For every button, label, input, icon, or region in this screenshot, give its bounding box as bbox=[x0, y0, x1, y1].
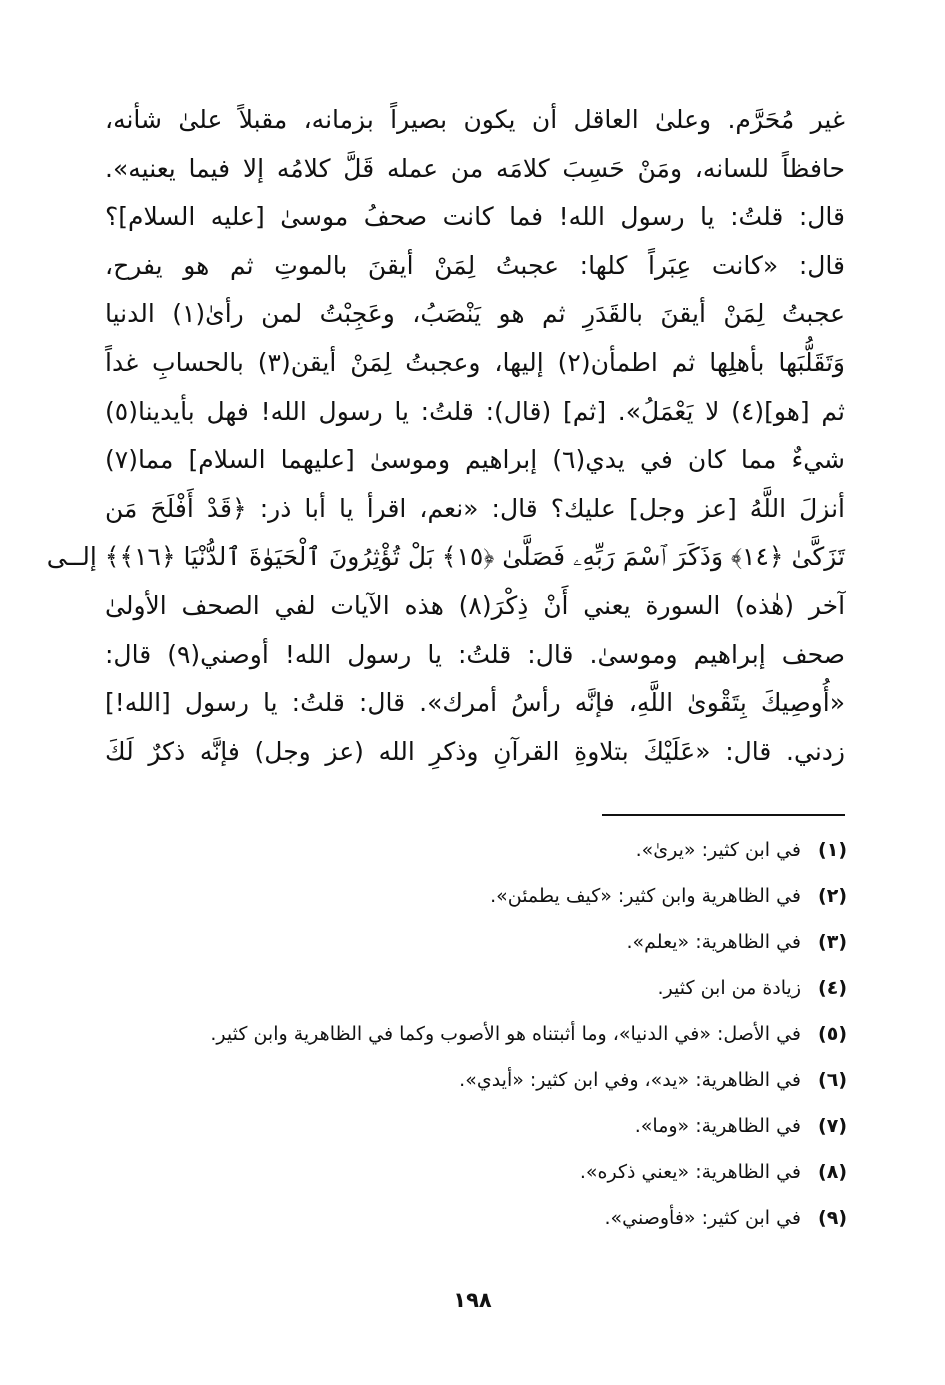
text-line: آخر (هٰذه) السورة يعني أَنْ ذِكْرَ(٨) هذه الآيات لفي الصحف الأولىٰ bbox=[105, 590, 846, 620]
footnote-item bbox=[97, 1199, 847, 1237]
footnote-text: في الظاهرية: «يعني ذكره». bbox=[579, 1161, 801, 1183]
footnote-separator bbox=[602, 814, 845, 816]
footnote-item bbox=[97, 831, 847, 869]
footnote-text: في ابن كثير: «يرىٰ». bbox=[635, 839, 801, 861]
footnote-text: زيادة من ابن كثير. bbox=[657, 977, 801, 999]
text-line: وَتَقَلُّبَها بأهلِها ثم اطمأن(٢) إليها، وعجبتُ لِمَنْ أيقن(٣) بالحسابِ غداً bbox=[105, 347, 846, 377]
footnote-text: في الظاهرية وابن كثير: «كيف يطمئن». bbox=[490, 885, 801, 907]
text-line: شيءٌ مما كان في يدي(٦) إبراهيم وموسىٰ [عليهما السلام] مما(٧) bbox=[105, 445, 845, 475]
text-line: عجبتُ لِمَنْ أيقنَ بالقَدَرِ ثم هو يَنْصَبُ، وعَجِبْتُ لمن رأىٰ(١) الدنيا bbox=[105, 299, 845, 329]
footnote-number: (٩) bbox=[818, 1207, 847, 1229]
footnote-number: (٥) bbox=[818, 1023, 847, 1045]
footnote-text: في الظاهرية: «وما». bbox=[634, 1115, 801, 1137]
text-line: أنزلَ اللَّهُ [عز وجل] عليك؟ قال: «نعم، اقرأ يا أبا ذر: ﴿قَدْ أَفْلَحَ مَن bbox=[105, 493, 845, 523]
footnote-item bbox=[97, 1015, 847, 1053]
footnote-number: (٣) bbox=[818, 931, 847, 953]
text-line: «أُوصِيكَ بِتَقْوىٰ اللَّهِ، فإنَّه رأسُ أمرك». قال: قلتُ: يا رسول [الله!] bbox=[105, 688, 845, 718]
footnote-number: (٢) bbox=[818, 885, 847, 907]
footnote-item bbox=[97, 1153, 847, 1191]
footnote-number: (٧) bbox=[818, 1115, 847, 1137]
text-line: قال: «كانت عِبَراً كلها: عجبتُ لِمَنْ أيقنَ بالموتِ ثم هو يفرح، bbox=[105, 250, 845, 280]
text-line: قال: قلتُ: يا رسول الله! فما كانت صحفُ موسىٰ [عليه السلام]؟ bbox=[105, 202, 845, 232]
footnote-number: (١) bbox=[818, 839, 847, 861]
text-line: غير مُحَرَّم. وعلىٰ العاقل أن يكون بصيراً بزمانه، مقبلاً علىٰ شأنه، bbox=[105, 105, 845, 134]
text-line: حافظاً للسانه، ومَنْ حَسِبَ كلامَه من عمله قَلَّ كلامُه إلا فيما يعنيه». bbox=[105, 153, 845, 183]
text-line: زدني. قال: «عَلَيْكَ بتلاوةِ القرآنِ وذكرِ الله (عز وجل) فإنَّه ذكرٌ لَكَ bbox=[105, 736, 845, 766]
page-number: ١٩٨ bbox=[453, 1288, 492, 1312]
text-line: صحف إبراهيم وموسىٰ. قال: قلتُ: يا رسول الله! أوصني(٩) قال: bbox=[105, 639, 845, 669]
footnotes-section bbox=[97, 831, 847, 1245]
main-text-body bbox=[46, 96, 846, 776]
footnote-text: في الظاهرية: «يد»، وفي ابن كثير: «أيدي». bbox=[459, 1069, 801, 1091]
footnote-item bbox=[97, 1107, 847, 1145]
footnote-item bbox=[97, 1061, 847, 1099]
footnote-item bbox=[97, 923, 847, 961]
text-line: ثم [هو](٤) لا يَعْمَلُ». [ثم] (قال): قلتُ: يا رسول الله! فهل بأيدينا(٥) bbox=[105, 396, 846, 426]
footnote-item bbox=[97, 969, 847, 1007]
footnote-number: (٨) bbox=[818, 1161, 847, 1183]
footnote-number: (٦) bbox=[818, 1069, 847, 1091]
footnote-item bbox=[97, 877, 847, 915]
quran-verse-line: تَزَكَّىٰ ﴿١٤﴾ وَذَكَرَ ٱسْمَ رَبِّهِۦ فَصَلَّىٰ ﴿١٥﴾ بَلْ تُؤْثِرُونَ ٱلْحَيَوٰةَ ٱلدُّنْيَا ﴿١٦﴾﴾ إلــى bbox=[46, 542, 845, 572]
footnote-text: في الأصل: «في الدنيا»، وما أثبتناه هو الأصوب وكما في الظاهرية وابن كثير. bbox=[210, 1023, 801, 1045]
footnote-number: (٤) bbox=[818, 977, 847, 999]
footnote-text: في ابن كثير: «فأوصني». bbox=[604, 1207, 801, 1229]
footnote-text: في الظاهرية: «يعلم». bbox=[626, 931, 801, 953]
